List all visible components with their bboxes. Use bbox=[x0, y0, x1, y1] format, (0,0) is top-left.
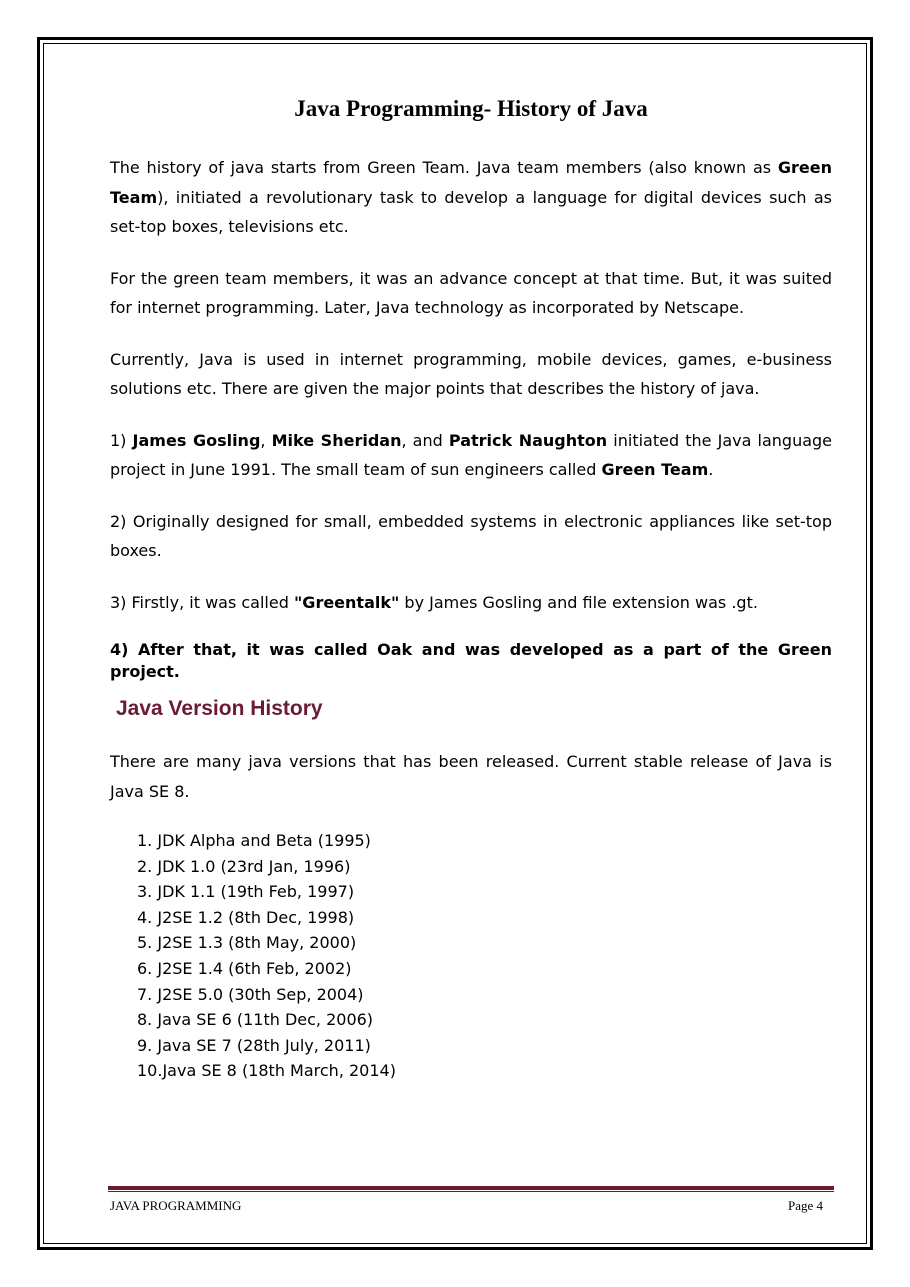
list-item: 10.Java SE 8 (18th March, 2014) bbox=[137, 1061, 396, 1081]
list-item: 4. J2SE 1.2 (8th Dec, 1998) bbox=[137, 907, 355, 927]
text-span: , bbox=[260, 430, 272, 450]
paragraph-version-intro: There are many java versions that has been released. Current stable release of Java is Java SE 8. bbox=[110, 752, 832, 801]
text-span: . bbox=[708, 460, 714, 479]
list-item: 7. J2SE 5.0 (30th Sep, 2004) bbox=[137, 984, 364, 1004]
footer-page-number: Page 4 bbox=[787, 1198, 823, 1213]
list-item: 9. Java SE 7 (28th July, 2011) bbox=[137, 1035, 371, 1055]
text-span: The history of java starts from Green Team. Java team members (also known as bbox=[110, 158, 778, 177]
paragraph-point-4: 4) After that, it was called Oak and was developed as a part of the Green project. bbox=[110, 640, 832, 681]
bold-text: Mike Sheridan bbox=[271, 430, 402, 450]
text-span: , and bbox=[401, 430, 449, 450]
paragraph-java-usage: Currently, Java is used in internet programming, mobile devices, games, e-business solutions etc. There are given the major points that describes the history of java. bbox=[110, 349, 832, 398]
bold-text: Green Team bbox=[110, 158, 832, 207]
version-list bbox=[110, 828, 832, 1084]
footer-divider-thin bbox=[108, 1191, 834, 1192]
page-content bbox=[110, 92, 832, 1084]
bold-text: Patrick Naughton bbox=[448, 430, 608, 450]
paragraph-point-1 bbox=[110, 426, 832, 485]
paragraph-green-team-concept: For the green team members, it was an advance concept at that time. But, it was suited for internet programming. Later, Java technology as incorporated by Netscape. bbox=[110, 268, 832, 317]
bold-text: Green Team bbox=[601, 460, 709, 479]
list-item: 5. J2SE 1.3 (8th May, 2000) bbox=[137, 933, 357, 953]
paragraph-green-team-intro bbox=[110, 153, 832, 242]
footer-document-title: JAVA PROGRAMMING bbox=[110, 1198, 242, 1213]
text-span: 1) bbox=[110, 430, 133, 450]
footer-divider-thick bbox=[108, 1186, 834, 1190]
list-item: 8. Java SE 6 (11th Dec, 2006) bbox=[137, 1010, 374, 1030]
bold-text: James Gosling bbox=[132, 430, 261, 450]
list-item: 1. JDK Alpha and Beta (1995) bbox=[137, 831, 371, 850]
paragraph-point-3 bbox=[110, 588, 832, 618]
bold-text: "Greentalk" bbox=[293, 592, 400, 612]
section-heading-version-history: Java Version History bbox=[116, 697, 323, 720]
list-item: 3. JDK 1.1 (19th Feb, 1997) bbox=[137, 882, 355, 902]
text-span: 3) Firstly, it was called bbox=[110, 592, 294, 612]
list-item: 6. J2SE 1.4 (6th Feb, 2002) bbox=[137, 958, 352, 978]
paragraph-point-2: 2) Originally designed for small, embedded systems in electronic appliances like set-top boxes. bbox=[110, 511, 832, 560]
text-span: ), initiated a revolutionary task to develop a language for digital devices such as set-top boxes, televisions etc. bbox=[110, 187, 832, 236]
list-item: 2. JDK 1.0 (23rd Jan, 1996) bbox=[137, 856, 351, 876]
page-title: Java Programming- History of Java bbox=[294, 96, 648, 121]
text-span: initiated the Java language project in June 1991. The small team of sun engineers called bbox=[110, 430, 833, 479]
text-span: by James Gosling and file extension was .gt. bbox=[399, 592, 758, 612]
